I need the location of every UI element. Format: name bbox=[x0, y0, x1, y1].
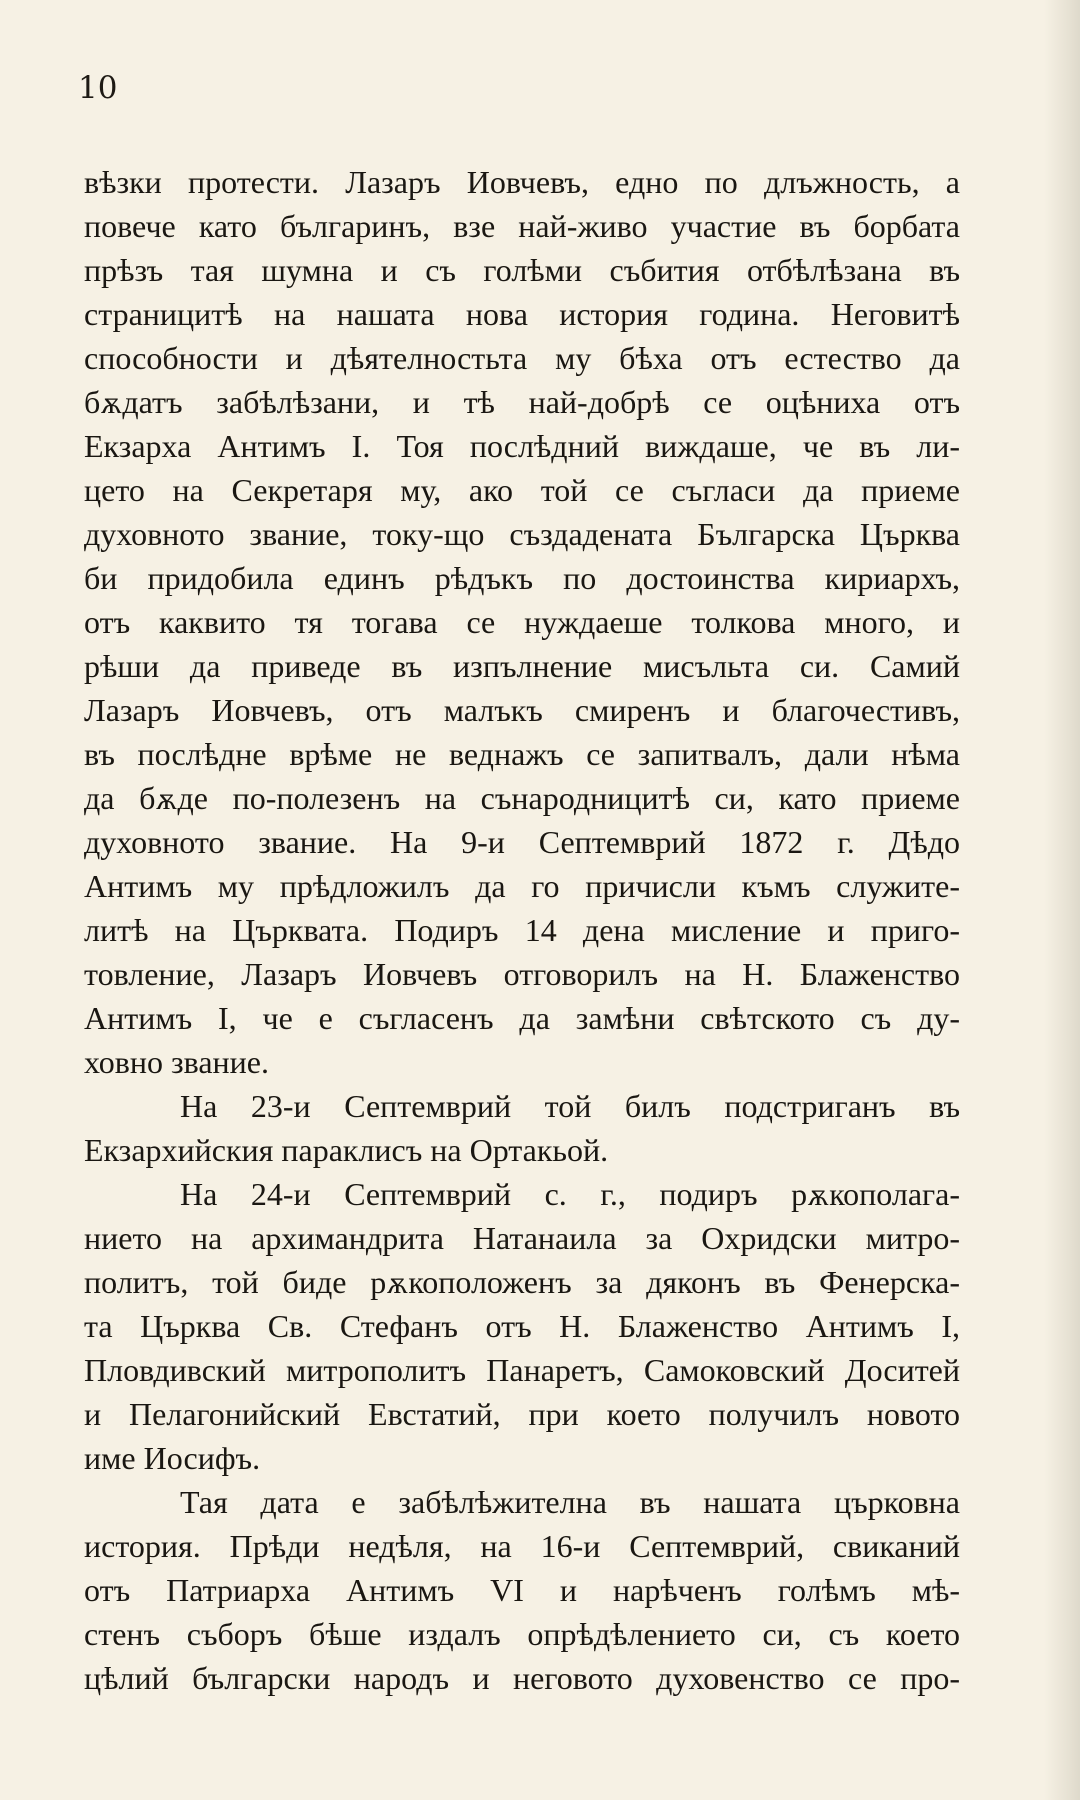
text-line: име Иосифъ. bbox=[84, 1440, 261, 1476]
text-line: Антимъ му прѣдложилъ да го причисли къмъ служите- bbox=[84, 868, 960, 904]
text-line: цето на Секретаря му, ако той се съгласи да приеме bbox=[84, 472, 960, 508]
text-line: бѫдатъ забѣлѣзани, и тѣ най-добрѣ се оцѣниха отъ bbox=[84, 384, 960, 420]
text-line: стенъ съборъ бѣше издалъ опрѣдѣлението си, съ което bbox=[84, 1616, 960, 1652]
text-line: да бѫде по-полезенъ на сънародницитѣ си, като приеме bbox=[84, 780, 960, 816]
text-line: Екзархийския параклисъ на Ортакьой. bbox=[84, 1132, 609, 1168]
text-line: товление, Лазаръ Иовчевъ отговорилъ на Н. Блаженство bbox=[84, 956, 960, 992]
page-edge-shadow bbox=[1044, 0, 1080, 1800]
text-line: духовното звание. На 9-и Септемврий 1872 г. Дѣдо bbox=[84, 824, 960, 860]
text-line: рѣши да приведе въ изпълнение мисъльта си. Самий bbox=[84, 648, 960, 684]
text-line: вѣзки протести. Лазаръ Иовчевъ, едно по длъжность, а bbox=[84, 164, 960, 200]
text-line: ховно звание. bbox=[84, 1044, 269, 1080]
text-line: политъ, той биде рѫкоположенъ за дяконъ въ Фенерска- bbox=[84, 1264, 960, 1300]
text-line: На 24-и Септемврий с. г., подиръ рѫкополага- bbox=[180, 1176, 960, 1212]
text-line: На 23-и Септемврий той билъ подстриганъ въ bbox=[180, 1088, 960, 1124]
text-line: история. Прѣди недѣля, на 16-и Септемврий, свиканий bbox=[84, 1528, 960, 1564]
page-number: 10 bbox=[78, 70, 118, 106]
text-line: отъ Патриарха Антимъ VI и нарѣченъ голѣмъ мѣ- bbox=[84, 1572, 960, 1608]
text-line: Пловдивский митрополитъ Панаретъ, Самоковский Доситей bbox=[84, 1352, 960, 1388]
text-line: Антимъ I, че е съгласенъ да замѣни свѣтското съ ду- bbox=[84, 1000, 960, 1036]
text-line: способности и дѣятелностьта му бѣха отъ естество да bbox=[84, 340, 960, 376]
text-line: въ послѣдне врѣме не веднажъ се запитвалъ, дали нѣма bbox=[84, 736, 960, 772]
text-line: прѣзъ тая шумна и съ голѣми събития отбѣлѣзана въ bbox=[84, 252, 960, 288]
text-line: Тая дата е забѣлѣжителна въ нашата църковна bbox=[180, 1484, 960, 1520]
text-line: Екзарха Антимъ I. Тоя послѣдний виждаше, че въ ли- bbox=[84, 428, 960, 464]
text-line: страницитѣ на нашата нова история година. Неговитѣ bbox=[84, 296, 960, 332]
text-line: Лазаръ Иовчевъ, отъ малъкъ смиренъ и благочестивъ, bbox=[84, 692, 960, 728]
text-line: та Църква Св. Стефанъ отъ Н. Блаженство Антимъ I, bbox=[84, 1308, 960, 1344]
text-line: и Пелагонийский Евстатий, при което получилъ новото bbox=[84, 1396, 960, 1432]
text-line: нието на архимандрита Натанаила за Охридски митро- bbox=[84, 1220, 960, 1256]
text-line: би придобила единъ рѣдъкъ по достоинства кириархъ, bbox=[84, 560, 960, 596]
text-line: духовното звание, току-що създадената Българска Църква bbox=[84, 516, 960, 552]
text-line: цѣлий български народъ и неговото духовенство се про- bbox=[84, 1660, 960, 1696]
text-line: повече като българинъ, взе най-живо участие въ борбата bbox=[84, 208, 960, 244]
text-line: литѣ на Църквата. Подиръ 14 дена мисление и приго- bbox=[84, 912, 960, 948]
text-line: отъ каквито тя тогава се нуждаеше толкова много, и bbox=[84, 604, 960, 640]
body-text bbox=[84, 160, 960, 1700]
